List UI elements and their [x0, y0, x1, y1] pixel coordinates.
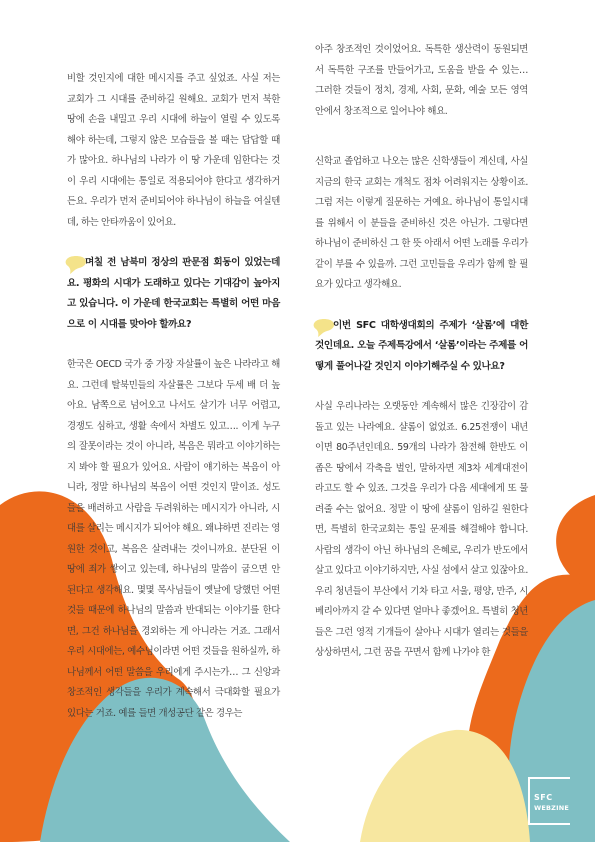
right-paragraph-2: 신학교 졸업하고 나오는 많은 신학생들이 계신데, 사실 지금의 한국 교회는 개척도 점차 어려워지는 상황이죠. 그럼 저는 이렇게 질문하는 거예요. 하나님이 통일시대를 위해서 이 분들을 준비하신 것은 아닌가. 그렇다면 하나님이 준비하신 그 한 뜻 아래서 어떤 노래를 우리가 같이 부를 수 있을까. 그런 고민들을 우리가 함께 할 필요가 있다고 생각해요. — [315, 156, 528, 290]
question-1-text: 며칠 전 남북미 정상의 판문점 회동이 있었는데요. 평화의 시대가 도래하고 있다는 기대감이 높아지고 있습니다. 이 가운데 한국교회는 특별히 어떤 마음으로 이 시대를 맞아야 할까요? — [67, 257, 280, 330]
right-paragraph-1: 아주 창조적인 것이었어요. 독특한 생산력이 동원되면서 독특한 구조를 만들어가고, 도움을 받을 수 있는… 그러한 것들이 정치, 경제, 사회, 문화, 예술 모든 영역 안에서 창조적으로 일어나야 해요. — [315, 44, 528, 117]
left-answer-paragraph: 한국은 OECD 국가 중 가장 자살률이 높은 나라라고 해요. 그런데 탈북민들의 자살률은 그보다 두세 배 더 높아요. 남쪽으로 넘어오고 나서도 살기가 너무 어렵고, 경쟁도 심하고, 생활 속에서 차별도 있고…. 이게 누구의 잘못이라는 것이 아니라, 복음은 뭐라고 이야기하는지 봐야 할 필요가 있어요. 사람이 얘기하는 복음이 아니라, 정말 하나님의 복음이 어떤 것인지 말이죠. 성도들을 배려하고 사람을 두려워하는 메시지가 아니라, 시대를 살리는 메시지가 되어야 해요. 왜냐하면 진리는 영원한 것이고, 복음은 살려내는 것이니까요. 분단된 이 땅에 죄가 쌓이고 있는데, 하나님의 말씀이 굽으면 안 된다고 생각해요. 몇몇 목사님들이 옛날에 당했던 어떤 것들 때문에 하나님의 말씀과 반대되는 이야기를 한다면, 그건 하나님을 경외하는 게 아니라는 거죠. 그래서 우리 시대에는, 예수님이라면 어떤 것들을 원하실까, 하나님께서 어떤 말씀을 우리에게 주시는가… 그 신앙과 창조적인 생각들을 우리가 계속해서 극대화할 필요가 있다는 거죠. 예를 들면 개성공단 같은 경우는 — [67, 359, 280, 719]
interview-question-2 — [315, 316, 528, 378]
sfc-webzine-logo — [528, 777, 580, 827]
right-column — [315, 40, 528, 664]
left-column — [67, 69, 280, 724]
right-answer-paragraph: 사실 우리나라는 오랫동안 계속해서 많은 긴장감이 감돌고 있는 나라예요. 샬롬이 없었죠. 6.25전쟁이 내년이면 80주년인데요. 59개의 나라가 참전해 한반도 이 좁은 땅에서 각축을 벌인, 말하자면 제3차 세계대전이라고도 할 수 있죠. 그것을 우리가 다음 세대에게 또 물려줄 수는 없어요. 정말 이 땅에 샬롬이 임하길 원한다면, 특별히 한국교회는 통일 문제를 해결해야 합니다. 사람의 생각이 아닌 하나님의 은혜로, 우리가 반도에서 살고 있다고 이야기하지만, 사실 섬에서 살고 있잖아요. 우리 청년들이 부산에서 기차 타고 서울, 평양, 만주, 시베리아까지 갈 수 있다면 얼마나 좋겠어요. 특별히 청년들은 그런 영적 기개들이 살아나 시대가 열리는 것들을 상상하면서, 그런 꿈을 꾸면서 함께 나가야 한 — [315, 401, 528, 658]
interview-question-1 — [67, 253, 280, 335]
logo-line-1: SFC — [534, 793, 553, 802]
logo-line-2: WEBZINE — [534, 804, 569, 812]
left-intro-paragraph: 비할 것인지에 대한 메시지를 주고 싶었죠. 사실 저는 교회가 그 시대를 준비하길 원해요. 교회가 먼저 북한 땅에 손을 내밀고 우리 시대에 하늘이 열릴 수 있도록 해야 하는데, 그렇지 않은 모습들을 볼 때는 답답할 때가 많아요. 하나님의 나라가 이 땅 가운데 임한다는 것이 우리 시대에는 통일로 적용되어야 한다고 생각하거든요. 우리가 먼저 준비되어야 하나님이 하늘을 여실텐데, 하는 안타까움이 있어요. — [67, 73, 280, 228]
question-2-text: 이번 SFC 대학생대회의 주제가 ‘살롬’에 대한 것인데요. 오늘 주제특강에서 ‘살롬’이라는 주제를 어떻게 풀어나갈 것인지 이야기해주실 수 있나요? — [315, 319, 528, 372]
